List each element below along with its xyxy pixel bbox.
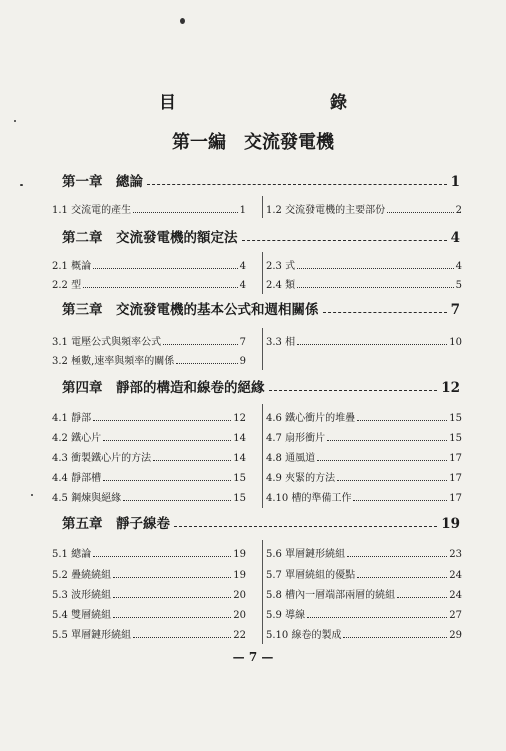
leader-dots xyxy=(123,500,231,501)
toc-row xyxy=(52,408,462,424)
entry-title: 4.5 鋼煉與絕緣 xyxy=(52,493,122,504)
entry-page: 24 xyxy=(449,590,462,601)
entry-title: 5.7 單層繞組的優點 xyxy=(266,570,356,581)
entry-title: 5.3 波形繞組 xyxy=(52,590,112,601)
toc-entry xyxy=(52,256,246,272)
column-divider xyxy=(262,404,263,508)
toc-row xyxy=(52,351,462,367)
entry-page: 27 xyxy=(449,610,462,621)
leader-dots xyxy=(347,556,447,557)
entry-title: 5.9 導線 xyxy=(266,610,306,621)
chapter-title: 第三章 交流發電機的基本公式和週相關係 xyxy=(62,302,319,318)
toc-row xyxy=(52,332,462,348)
entry-page: 15 xyxy=(449,413,462,424)
leader-dots xyxy=(83,287,238,288)
leader-dots xyxy=(133,212,238,213)
toc-entry xyxy=(266,468,462,484)
entry-page: 4 xyxy=(455,261,462,272)
leader-dots xyxy=(307,617,447,618)
leader-dots xyxy=(103,480,231,481)
entry-page: 14 xyxy=(233,453,246,464)
entry-page: 17 xyxy=(449,453,462,464)
chapter-page: 4 xyxy=(450,230,460,246)
entry-title: 5.6 單層鏈形繞組 xyxy=(266,549,346,560)
toc-entry xyxy=(266,585,462,601)
toc-entry xyxy=(52,625,246,641)
chapter-heading xyxy=(62,376,460,396)
leader-dots xyxy=(103,440,231,441)
toc-row xyxy=(52,488,462,504)
toc-row xyxy=(52,585,462,601)
entry-title: 3.1 電壓公式與頻率公式 xyxy=(52,337,162,348)
toc-entry xyxy=(52,605,246,621)
toc-row xyxy=(52,200,462,216)
entry-title: 4.6 鐵心衝片的堆疊 xyxy=(266,413,356,424)
entry-page: 9 xyxy=(239,356,246,367)
toc-entry xyxy=(266,448,462,464)
leader-dots xyxy=(147,184,447,185)
toc-entry xyxy=(266,605,462,621)
toc-entry xyxy=(266,428,462,444)
entry-title: 5.5 單層鏈形繞組 xyxy=(52,630,132,641)
toc-entry xyxy=(52,428,246,444)
toc-entry xyxy=(266,256,462,272)
entry-title: 4.1 靜部 xyxy=(52,413,92,424)
column-divider xyxy=(262,196,263,218)
entry-page: 2 xyxy=(455,205,462,216)
toc-row xyxy=(52,565,462,581)
chapter-title: 第五章 靜子線卷 xyxy=(62,516,170,532)
chapter-title: 第二章 交流發電機的額定法 xyxy=(62,230,238,246)
toc-entry xyxy=(52,468,246,484)
toc-row xyxy=(52,605,462,621)
ink-speck xyxy=(180,18,185,24)
entry-title: 4.9 夾緊的方法 xyxy=(266,473,336,484)
toc-entry xyxy=(52,544,246,560)
page-number: — 7 — xyxy=(232,650,274,664)
leader-dots xyxy=(163,344,238,345)
entry-page: 15 xyxy=(233,473,246,484)
chapter-page: 12 xyxy=(441,380,460,396)
column-divider xyxy=(262,540,263,644)
toc-entry xyxy=(52,200,246,216)
entry-page: 20 xyxy=(233,610,246,621)
entry-title: 4.4 靜部槽 xyxy=(52,473,102,484)
toc-entry xyxy=(266,275,462,291)
entry-page: 5 xyxy=(455,280,462,291)
toc-entry xyxy=(266,544,462,560)
toc-entry xyxy=(266,408,462,424)
chapter-page: 7 xyxy=(450,302,460,318)
column-divider xyxy=(262,328,263,370)
toc-row xyxy=(52,625,462,641)
leader-dots xyxy=(337,480,447,481)
toc-entry xyxy=(52,351,246,367)
leader-dots xyxy=(297,344,447,345)
entry-page: 12 xyxy=(233,413,246,424)
ink-speck xyxy=(31,494,33,496)
entry-title: 1.2 交流發電機的主要部份 xyxy=(266,205,386,216)
chapter-heading xyxy=(62,512,460,532)
entry-page: 15 xyxy=(233,493,246,504)
entry-page: 24 xyxy=(449,570,462,581)
entry-page: 19 xyxy=(233,549,246,560)
chapter-title: 第一章 總論 xyxy=(62,174,143,190)
entry-title: 2.2 型 xyxy=(52,280,82,291)
toc-row xyxy=(52,428,462,444)
leader-dots xyxy=(113,577,231,578)
leader-dots xyxy=(153,460,231,461)
toc-row xyxy=(52,448,462,464)
entry-title: 2.3 式 xyxy=(266,261,296,272)
toc-entry xyxy=(266,332,462,348)
toc-entry xyxy=(266,565,462,581)
part-heading: 第一編 交流發電機 xyxy=(172,132,334,153)
entry-page: 23 xyxy=(449,549,462,560)
toc-entry xyxy=(52,448,246,464)
leader-dots xyxy=(387,212,454,213)
leader-dots xyxy=(297,268,454,269)
entry-page: 4 xyxy=(239,261,246,272)
chapter-page: 19 xyxy=(441,516,460,532)
leader-dots xyxy=(113,597,231,598)
entry-page: 20 xyxy=(233,590,246,601)
toc-entry xyxy=(266,625,462,641)
entry-title: 2.1 概論 xyxy=(52,261,92,272)
toc-entry xyxy=(52,488,246,504)
entry-page: 17 xyxy=(449,493,462,504)
entry-page: 22 xyxy=(233,630,246,641)
entry-page: 19 xyxy=(233,570,246,581)
entry-page: 15 xyxy=(449,433,462,444)
leader-dots xyxy=(343,637,447,638)
entry-page: 7 xyxy=(239,337,246,348)
toc-entry xyxy=(266,200,462,216)
entry-title: 5.8 槽內一層端部兩層的繞組 xyxy=(266,590,396,601)
entry-title: 5.4 雙層繞組 xyxy=(52,610,112,621)
toc-entry xyxy=(52,275,246,291)
leader-dots xyxy=(93,420,231,421)
leader-dots xyxy=(357,577,447,578)
leader-dots xyxy=(113,617,231,618)
toc-entry xyxy=(52,585,246,601)
entry-title: 3.3 相 xyxy=(266,337,296,348)
entry-page: 29 xyxy=(449,630,462,641)
leader-dots xyxy=(93,556,231,557)
entry-title: 5.10 線卷的製成 xyxy=(266,630,342,641)
chapter-title: 第四章 靜部的構造和線卷的絕緣 xyxy=(62,380,265,396)
leader-dots xyxy=(327,440,447,441)
toc-row xyxy=(52,468,462,484)
leader-dots xyxy=(174,526,437,527)
entry-page: 4 xyxy=(239,280,246,291)
entry-title: 4.2 鐵心片 xyxy=(52,433,102,444)
ink-speck xyxy=(14,120,16,122)
entry-title: 1.1 交流電的產生 xyxy=(52,205,132,216)
toc-entry xyxy=(266,488,462,504)
entry-title: 2.4 類 xyxy=(266,280,296,291)
leader-dots xyxy=(317,460,447,461)
chapter-page: 1 xyxy=(450,174,460,190)
leader-dots xyxy=(242,240,447,241)
ink-speck xyxy=(20,184,23,186)
entry-page: 17 xyxy=(449,473,462,484)
entry-page: 1 xyxy=(239,205,246,216)
entry-title: 5.2 疊繞繞組 xyxy=(52,570,112,581)
chapter-heading xyxy=(62,298,460,318)
toc-entry xyxy=(52,565,246,581)
entry-title: 3.2 極數,速率與頻率的關係 xyxy=(52,356,175,367)
entry-title: 4.7 扇形衝片 xyxy=(266,433,326,444)
leader-dots xyxy=(93,268,238,269)
entry-title: 4.3 衝製鐵心片的方法 xyxy=(52,453,152,464)
leader-dots xyxy=(269,390,438,391)
entry-title: 4.10 槽的準備工作 xyxy=(266,493,352,504)
column-divider xyxy=(262,252,263,294)
toc-row xyxy=(52,275,462,291)
leader-dots xyxy=(176,363,237,364)
entry-title: 5.1 總論 xyxy=(52,549,92,560)
entry-page: 14 xyxy=(233,433,246,444)
page-title: 目 錄 xyxy=(159,93,387,113)
leader-dots xyxy=(297,287,454,288)
toc-row xyxy=(52,256,462,272)
leader-dots xyxy=(133,637,231,638)
chapter-heading xyxy=(62,170,460,190)
toc-row xyxy=(52,544,462,560)
leader-dots xyxy=(353,500,447,501)
entry-title: 4.8 通風道 xyxy=(266,453,316,464)
toc-entry xyxy=(52,408,246,424)
leader-dots xyxy=(323,312,447,313)
entry-page: 10 xyxy=(449,337,462,348)
leader-dots xyxy=(357,420,447,421)
chapter-heading xyxy=(62,226,460,246)
toc-entry xyxy=(52,332,246,348)
leader-dots xyxy=(397,597,447,598)
